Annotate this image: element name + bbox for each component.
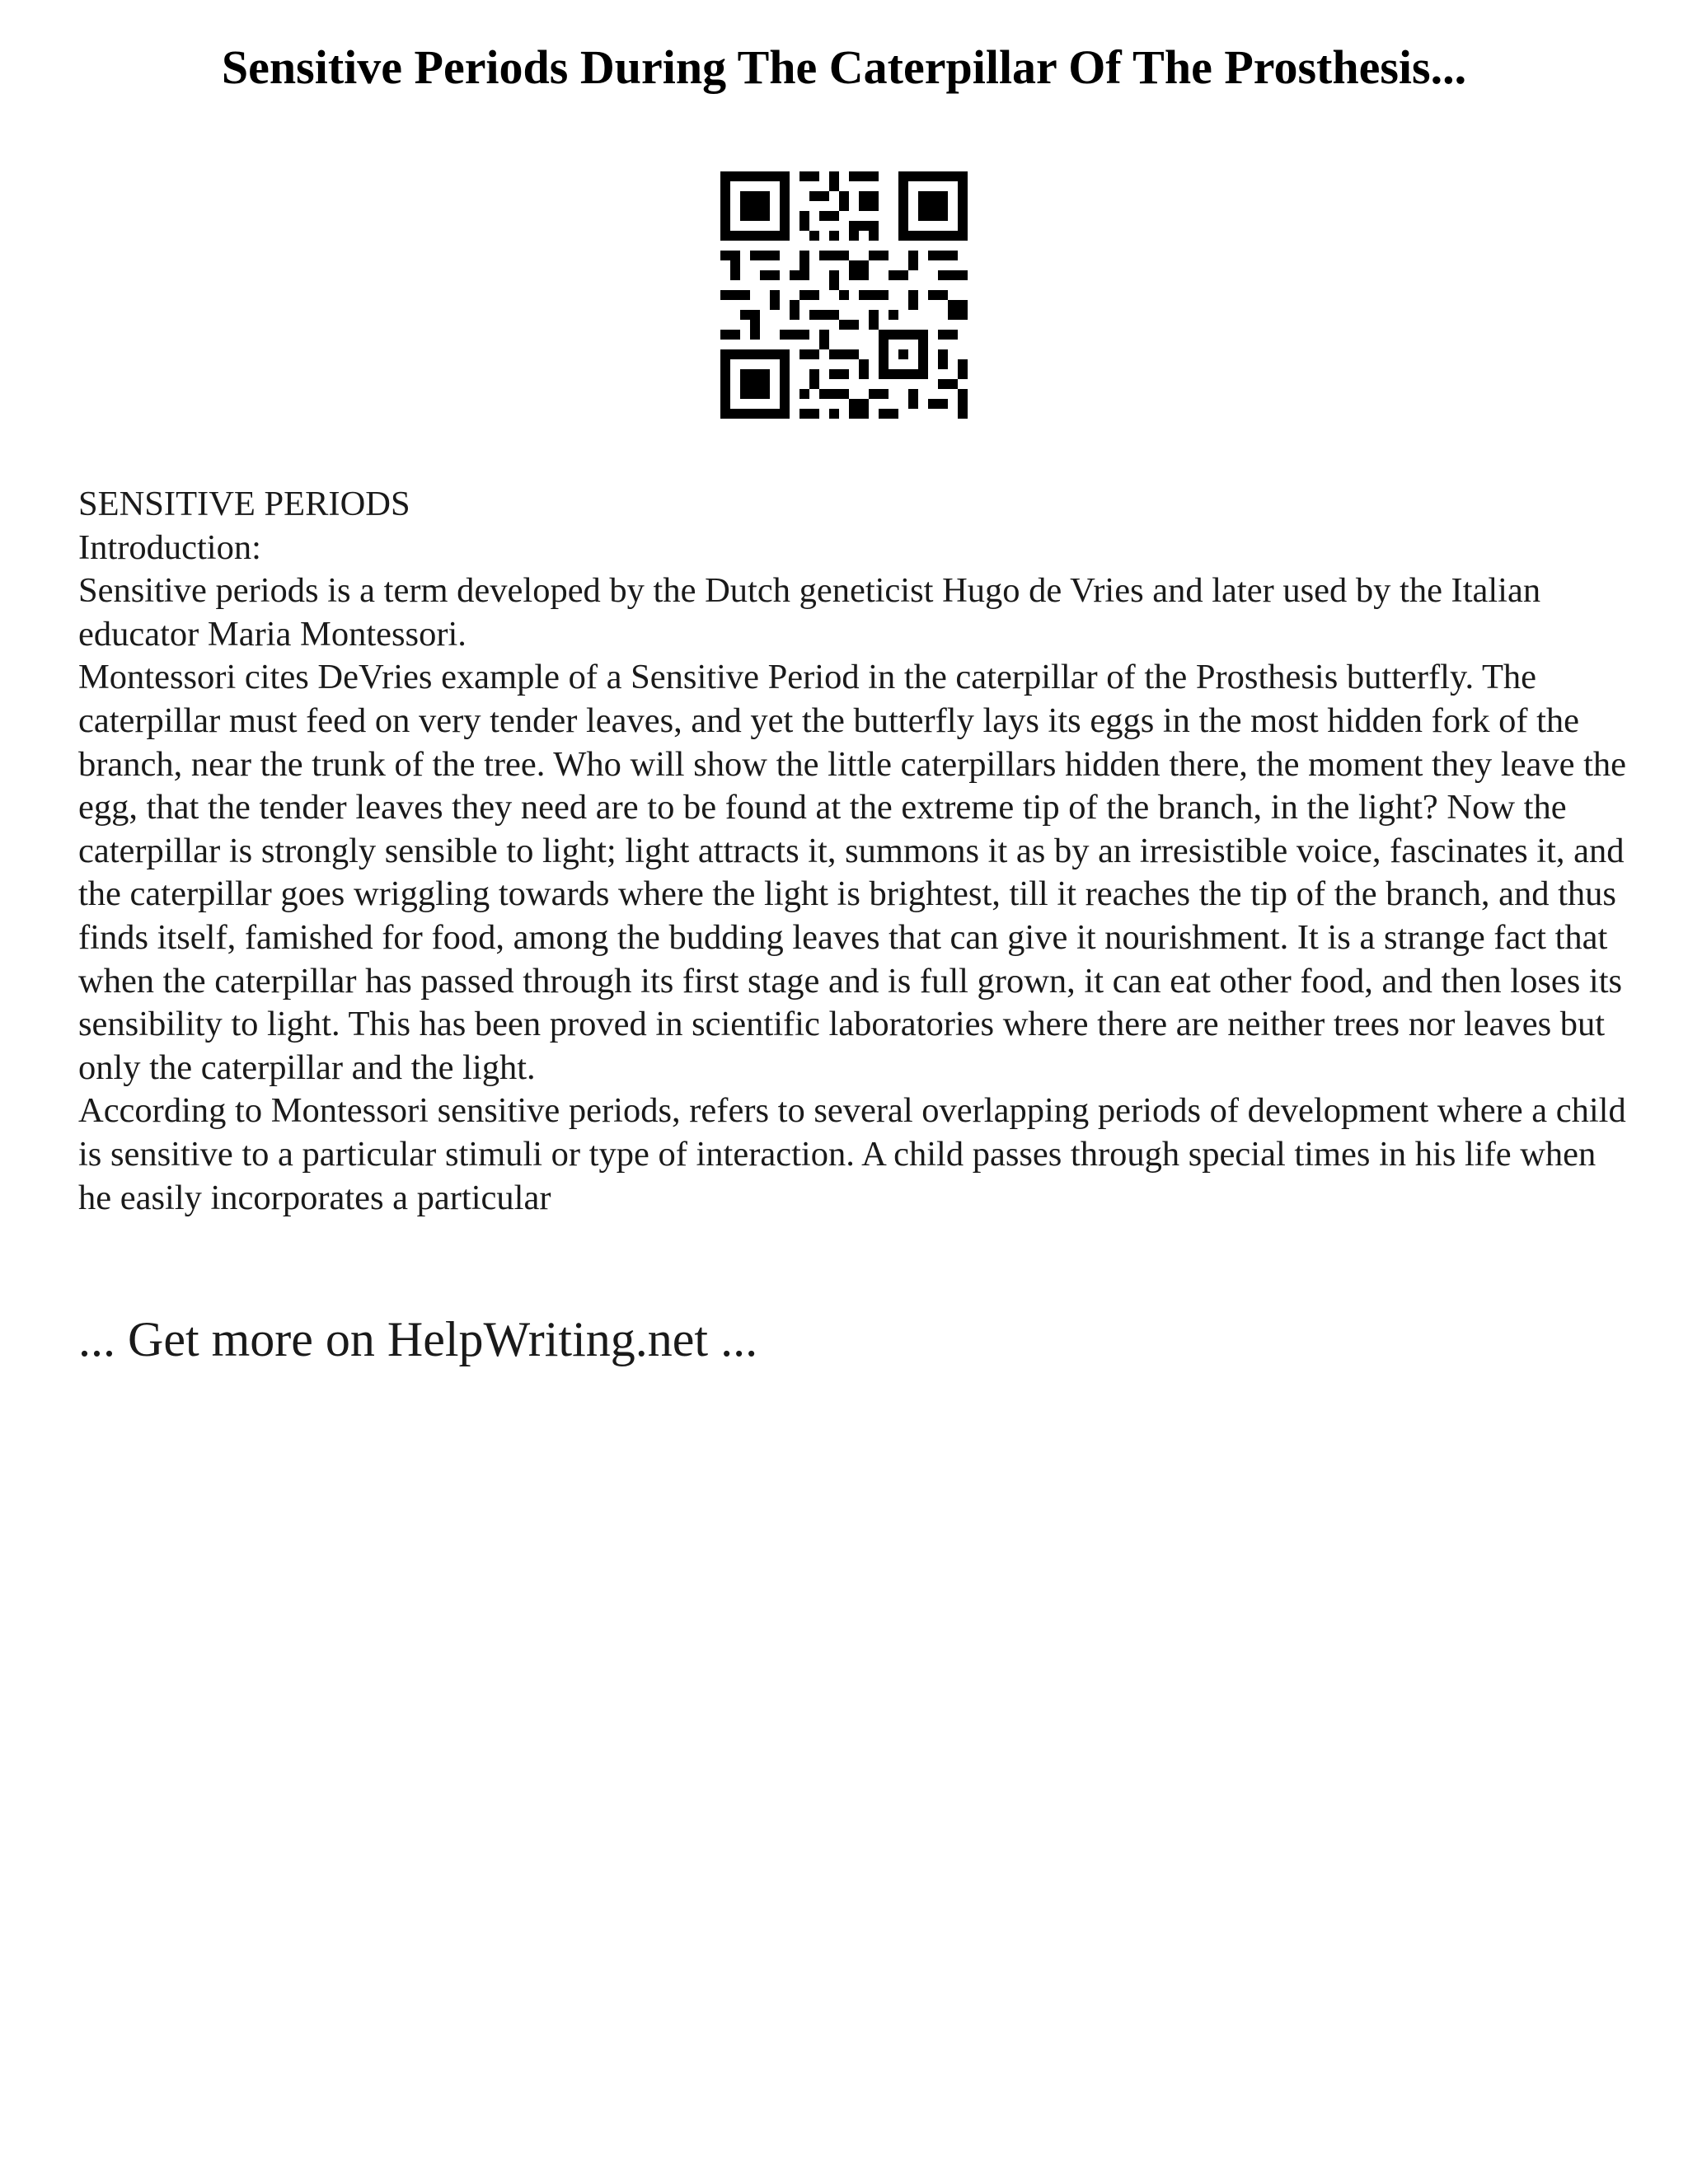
paragraph: Montessori cites DeVries example of a Sensitive Period in the caterpillar of the Prosthesis butterfly. The caterpillar must feed on very tender leaves, and yet the butterfly lays its eggs in the most hidden fork of the branch, near the trunk of the tree. Who will show the little caterpillars hidden there, the moment they leave the egg, that the tender leaves they need are to be found at the extreme tip of the branch, in the light? Now the caterpillar is strongly sensible to light; light attracts it, summons it as by an irresistible voice, fascinates it, and the caterpillar goes wriggling towards where the light is brightest, till it reaches the tip of the branch, and thus finds itself, famished for food, among the budding leaves that can give it nourishment. It is a strange fact that when the caterpillar has passed through its first stage and is full grown, it can eat other food, and then loses its sensibility to light. This has been proved in scientific laboratories where there are neither trees nor leaves but only the caterpillar and the light. [78,658,1627,1087]
qr-code-icon [720,171,968,419]
paragraph: According to Montessori sensitive periods, refers to several overlapping periods of development where a child is sensitive to a particular stimuli or type of interaction. A child passes through special times in his life when he easily incorporates a particular [78,1091,1626,1217]
intro-label: Introduction: [78,527,261,567]
get-more-link[interactable]: ... Get more on HelpWriting.net ... [78,1312,758,1366]
paragraph: Sensitive periods is a term developed by the Dutch geneticist Hugo de Vries and later used by the Italian educator Maria Montessori. [78,571,1541,654]
section-heading: SENSITIVE PERIODS [78,485,410,523]
document-title: Sensitive Periods During The Caterpillar Of The Prosthesis... [221,40,1467,94]
document-body [78,483,1628,1220]
